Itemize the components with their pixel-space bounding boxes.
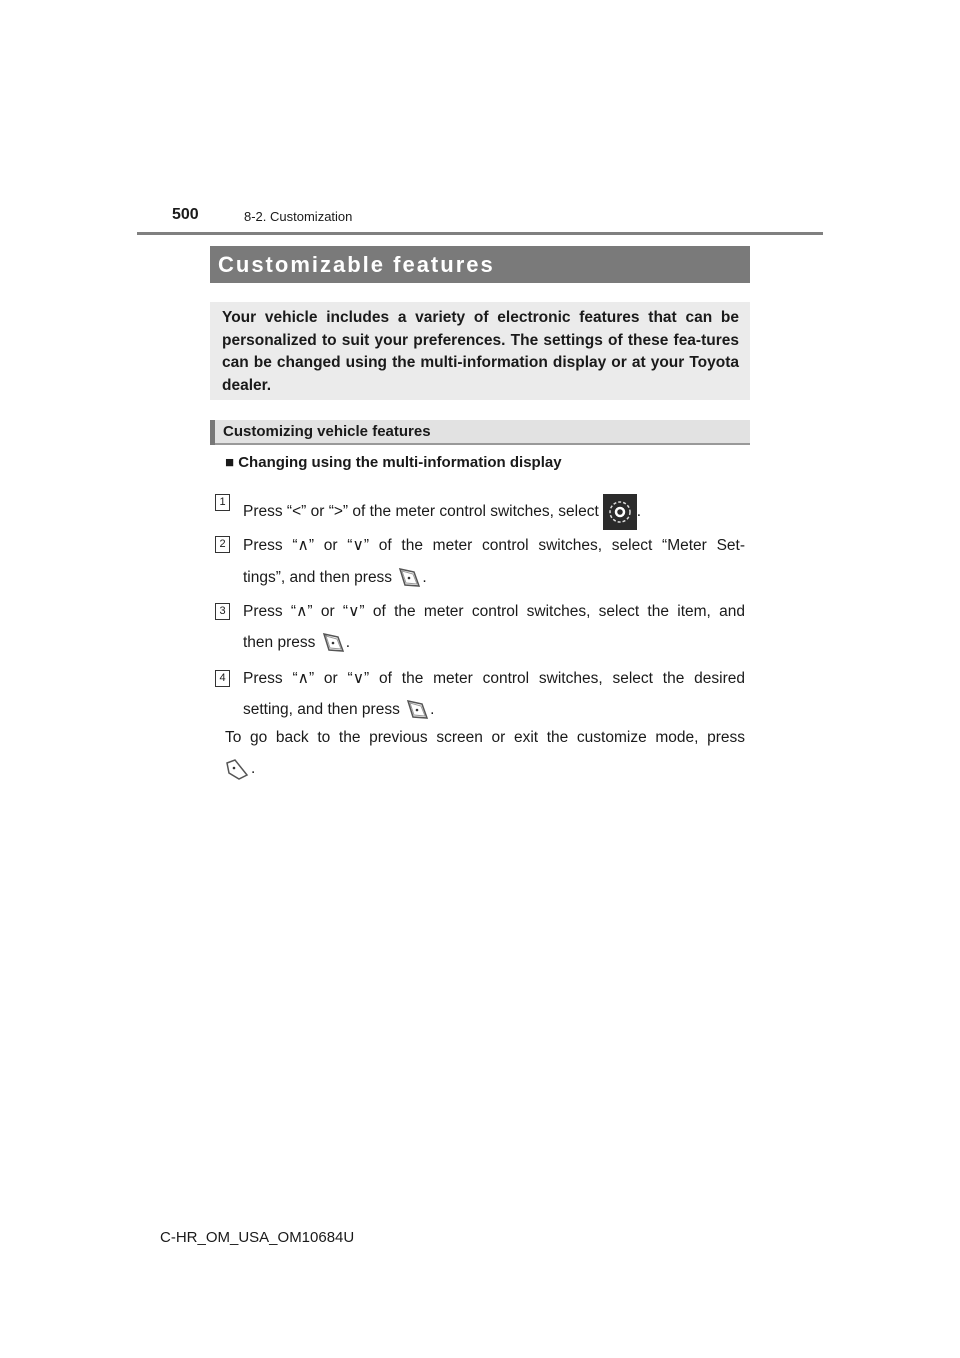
step-line-end: . [430, 701, 435, 719]
document-code: C-HR_OM_USA_OM10684U [160, 1229, 355, 1246]
intro-box [210, 302, 750, 400]
note-end: . [251, 760, 256, 778]
header-rule [137, 232, 823, 235]
subheading-bar [210, 420, 750, 445]
step-line: setting, and then press [243, 701, 400, 719]
step-line-end: . [636, 503, 642, 521]
page-number: 500 [172, 206, 199, 223]
step-text [243, 698, 745, 722]
step-number: 3 [215, 603, 230, 620]
section-title: 8-2. Customization [244, 209, 353, 224]
enter-switch-icon [396, 566, 422, 590]
step-text [243, 566, 745, 590]
subheading-accent [210, 420, 215, 445]
step-line: Press “∧” or “∨” of the meter control switches, select the desired [243, 670, 745, 687]
step-number: 4 [215, 670, 230, 687]
step-line: Press “∧” or “∨” of the meter control switches, select “Meter Set- [243, 537, 745, 554]
step-number: 2 [215, 536, 230, 553]
step-line: Press “<” or “>” of the meter control switches, select [243, 503, 599, 521]
step-text [243, 494, 745, 530]
gear-icon [603, 494, 637, 530]
intro-text: Your vehicle includes a variety of electronic features that can be personalized to suit your preferences. The settings of these fea-tures can be changed using the multi-information display or at your Toyota dealer. [222, 309, 739, 394]
title-bar [210, 246, 750, 283]
back-switch-icon [225, 757, 251, 781]
step-line: Press “∧” or “∨” of the meter control switches, select the item, and [243, 603, 745, 620]
step-number: 1 [215, 494, 230, 511]
note-text-end [225, 757, 727, 781]
enter-switch-icon [320, 631, 346, 655]
step-line: tings”, and then press [243, 569, 393, 587]
step-line: then press [243, 634, 316, 652]
page-title: Customizable features [218, 252, 495, 277]
note-text: To go back to the previous screen or exit the customize mode, press [225, 729, 745, 746]
bullet-heading: ■ Changing using the multi-information display [225, 454, 562, 471]
subheading: Customizing vehicle features [223, 423, 431, 440]
step-line-end: . [345, 634, 351, 652]
step-text [243, 631, 745, 655]
enter-switch-icon [404, 698, 430, 722]
step-line-end: . [422, 569, 427, 587]
